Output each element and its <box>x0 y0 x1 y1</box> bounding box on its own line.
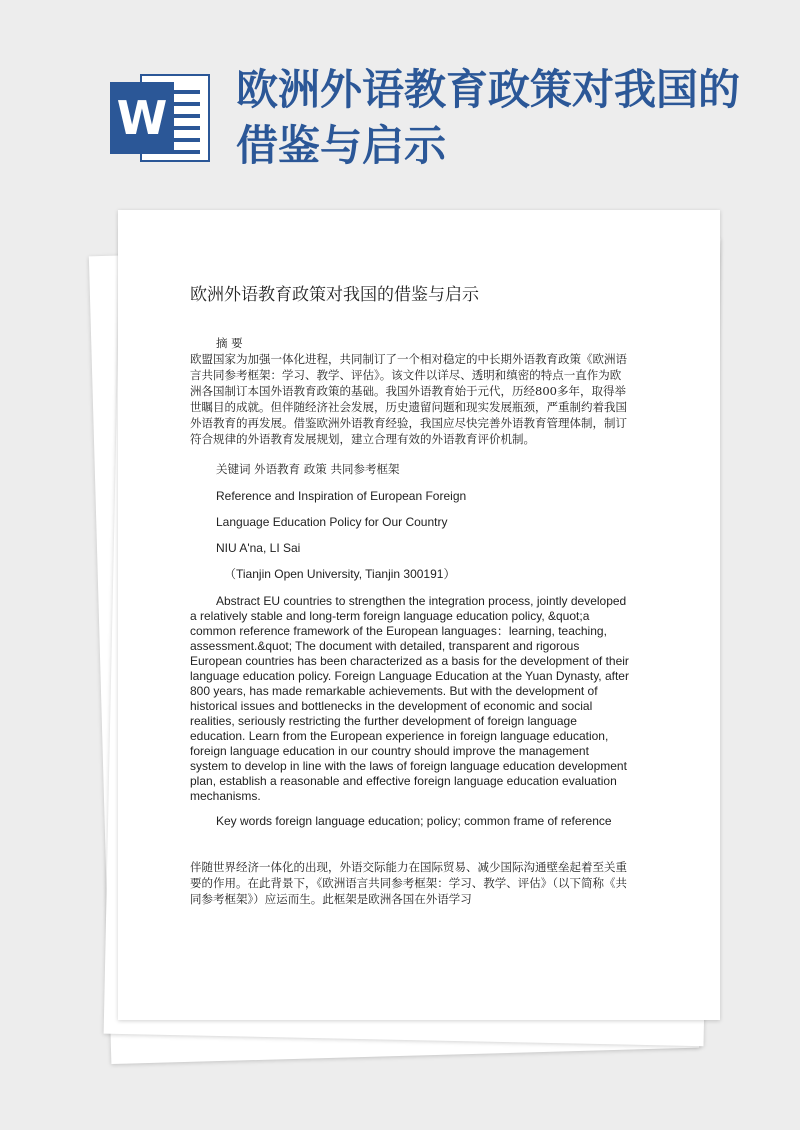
document-title: 欧洲外语教育政策对我国的借鉴与启示 <box>190 285 479 305</box>
affiliation: （Tianjin Open University, Tianjin 300191） <box>224 567 456 581</box>
word-doc-icon <box>110 68 214 168</box>
document-page <box>118 210 720 1020</box>
word-letter-tile: W <box>110 82 174 154</box>
keywords-chinese: 关键词 外语教育 政策 共同参考框架 <box>216 462 400 476</box>
authors: NIU A'na, LI Sai <box>216 541 301 555</box>
english-title-line-2: Language Education Policy for Our Country <box>216 515 448 529</box>
keywords-english: Key words foreign language education; policy; common frame of reference <box>216 814 612 828</box>
abstract-label: 摘 要 <box>216 336 243 350</box>
abstract-chinese: 欧盟国家为加强一体化进程，共同制订了一个相对稳定的中长期外语教育政策《欧洲语言共同参考框架：学习、教学、评估》。该文件以详尽、透明和缜密的特点一直作为欧洲各国制订本国外语教育政策的基础。我国外语教育始于元代，历经800多年，取得举世瞩目的成就。但伴随经济社会发展，历史遗留问题和现实发展瓶颈，严重制约着我国外语教育的再发展。借鉴欧洲外语教育经验，我国应尽快完善外语教育管理体制，制订符合规律的外语教育发展规划，建立合理有效的外语教育评价机制。 <box>190 352 627 446</box>
banner-title: 欧洲外语教育政策对我国的借鉴与启示 <box>236 65 741 170</box>
english-title-line-1: Reference and Inspiration of European Foreign <box>216 489 467 503</box>
abstract-english: Abstract EU countries to strengthen the integration process, jointly developed a relatively stable and long-term foreign language education policy, &quot;a common reference framework of the European languages：learning, teaching, assessment.&quot; The document with detailed, transparent and rigorous European countries has been characterized as a basis for the development of their language education policy. Foreign Language Education at the Yuan Dynasty, after 800 years, has made remarkable achievements. But with the development of historical issues and bottlenecks in the development of economic and social realities, seriously restricting the further development of foreign language education. Learn from the European experience in foreign language education, foreign language education in our country should improve the management system to develop in line with the laws of foreign language education development plan, establish a reasonable and effective foreign language education evaluation mechanisms. <box>190 594 629 803</box>
body-paragraph: 伴随世界经济一体化的出现，外语交际能力在国际贸易、减少国际沟通壁垒起着至关重要的作用。在此背景下，《欧洲语言共同参考框架：学习、教学、评估》（以下简称《共同参考框架》）应运而生。此框架是欧洲各国在外语学习 <box>190 860 627 906</box>
document-content <box>190 280 630 907</box>
